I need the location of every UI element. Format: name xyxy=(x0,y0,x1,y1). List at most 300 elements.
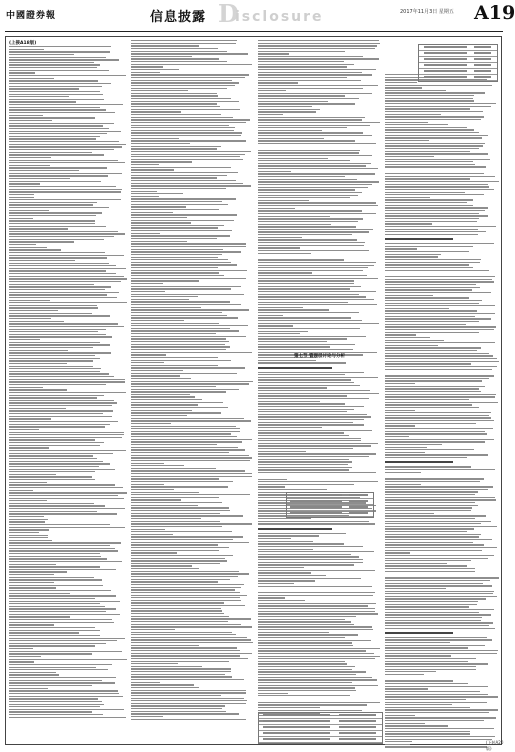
table-cell xyxy=(474,76,491,78)
text-line xyxy=(385,715,415,716)
text-line xyxy=(258,80,361,81)
text-line xyxy=(131,705,225,706)
text-line xyxy=(258,155,372,156)
text-line xyxy=(258,333,300,334)
text-line xyxy=(131,470,245,471)
text-line xyxy=(258,419,364,420)
text-line xyxy=(9,616,70,617)
text-line xyxy=(385,366,497,367)
text-line xyxy=(385,449,474,450)
text-line xyxy=(131,69,179,70)
text-line xyxy=(131,552,177,553)
text-line xyxy=(9,123,114,124)
text-line xyxy=(131,125,229,126)
text-line xyxy=(131,95,218,96)
text-line xyxy=(258,445,371,446)
text-line xyxy=(131,573,249,574)
text-line xyxy=(9,701,102,702)
text-line xyxy=(385,663,488,664)
text-line xyxy=(258,152,359,153)
text-line xyxy=(131,111,181,112)
text-line xyxy=(131,328,230,329)
text-line xyxy=(9,128,109,129)
text-line xyxy=(258,377,378,378)
text-line xyxy=(258,150,360,151)
text-line xyxy=(258,605,368,606)
text-line xyxy=(131,278,246,279)
text-line xyxy=(385,647,468,648)
text-line xyxy=(131,151,251,152)
text-line xyxy=(385,243,494,244)
text-line xyxy=(258,317,351,318)
text-line xyxy=(9,191,121,192)
table-cell xyxy=(424,58,467,60)
text-line xyxy=(385,380,482,381)
text-line xyxy=(9,590,111,591)
table-cell xyxy=(474,46,491,48)
text-line xyxy=(258,82,298,83)
text-line xyxy=(258,216,330,217)
text-line xyxy=(258,541,313,542)
text-line xyxy=(385,425,415,426)
text-line xyxy=(385,515,486,516)
text-line xyxy=(131,671,231,672)
text-line xyxy=(9,698,98,699)
text-line xyxy=(258,74,372,75)
text-line xyxy=(9,535,48,536)
text-line xyxy=(258,406,364,407)
text-line xyxy=(9,516,44,517)
text-line xyxy=(9,424,110,425)
text-line xyxy=(9,529,49,530)
text-line xyxy=(385,340,444,341)
text-line xyxy=(131,613,224,614)
text-line xyxy=(131,602,224,603)
text-line xyxy=(9,577,94,578)
text-line xyxy=(385,215,488,216)
text-line xyxy=(131,101,239,102)
text-line xyxy=(385,279,492,280)
text-line xyxy=(9,292,119,293)
text-line xyxy=(385,410,415,411)
text-line xyxy=(258,336,366,337)
text-line xyxy=(385,478,484,479)
text-line xyxy=(385,457,467,458)
text-line xyxy=(258,645,353,646)
table-row xyxy=(419,75,497,81)
text-line xyxy=(258,669,352,670)
text-line xyxy=(258,583,294,584)
text-line xyxy=(131,161,192,162)
text-line xyxy=(131,571,239,572)
text-line xyxy=(9,149,114,150)
text-line xyxy=(385,472,421,473)
text-line xyxy=(131,191,157,192)
text-line xyxy=(258,549,313,550)
text-line xyxy=(258,489,327,490)
text-line xyxy=(385,680,453,681)
text-line xyxy=(258,650,366,651)
text-line xyxy=(385,625,489,626)
text-line xyxy=(131,48,218,49)
text-line xyxy=(9,352,111,353)
text-line xyxy=(258,205,378,206)
text-line xyxy=(131,565,192,566)
text-line xyxy=(385,412,491,413)
text-line xyxy=(9,236,114,237)
text-line xyxy=(131,360,231,361)
text-line xyxy=(258,438,361,439)
text-line xyxy=(258,409,354,410)
text-line xyxy=(258,304,377,305)
text-line xyxy=(385,350,477,351)
text-line xyxy=(258,387,327,388)
text-line xyxy=(258,702,380,703)
text-line xyxy=(9,342,100,343)
table-cell xyxy=(424,76,467,78)
text-line xyxy=(9,672,56,673)
text-line xyxy=(9,371,100,372)
text-line xyxy=(9,257,107,258)
table-row xyxy=(287,511,373,517)
text-line xyxy=(385,536,479,537)
text-line xyxy=(131,267,218,268)
text-line xyxy=(131,626,252,627)
text-line xyxy=(9,83,111,84)
text-line xyxy=(131,605,245,606)
text-line xyxy=(9,714,103,715)
text-line xyxy=(385,518,475,519)
text-line xyxy=(385,502,475,503)
text-line xyxy=(385,741,412,742)
text-line xyxy=(9,75,126,76)
table-cell xyxy=(263,726,331,728)
text-line xyxy=(385,287,480,288)
text-line xyxy=(9,91,100,92)
text-line xyxy=(131,325,248,326)
text-line xyxy=(9,392,126,393)
text-line xyxy=(131,423,171,424)
text-line xyxy=(9,608,116,609)
text-line xyxy=(9,508,125,509)
text-line xyxy=(385,671,436,672)
text-line xyxy=(131,61,227,62)
text-line xyxy=(258,414,367,415)
text-line xyxy=(385,544,484,545)
text-line xyxy=(9,373,109,374)
text-line xyxy=(9,645,95,646)
text-line xyxy=(385,164,475,165)
text-line xyxy=(131,674,225,675)
text-line xyxy=(131,283,163,284)
text-line xyxy=(9,482,47,483)
text-line xyxy=(385,103,496,104)
table-cell xyxy=(290,506,342,508)
text-line xyxy=(131,460,250,461)
text-line xyxy=(131,90,188,91)
table-cell xyxy=(349,506,368,508)
text-line xyxy=(9,614,120,615)
text-line xyxy=(258,242,365,243)
text-line xyxy=(9,656,41,657)
text-line xyxy=(9,202,97,203)
text-line xyxy=(131,167,231,168)
text-line xyxy=(385,531,467,532)
text-line xyxy=(385,452,425,453)
text-line xyxy=(131,177,217,178)
text-line xyxy=(385,417,491,418)
text-line xyxy=(9,72,35,73)
text-line xyxy=(258,379,351,380)
text-line xyxy=(131,127,235,128)
text-line xyxy=(131,135,241,136)
table-cell xyxy=(349,494,368,496)
text-line xyxy=(258,197,350,198)
text-line xyxy=(131,272,219,273)
text-line xyxy=(9,204,93,205)
text-line xyxy=(131,375,180,376)
text-line xyxy=(385,415,489,416)
text-line xyxy=(385,353,489,354)
text-line xyxy=(258,229,373,230)
text-line xyxy=(9,410,113,411)
text-line xyxy=(385,709,498,710)
text-line xyxy=(385,106,491,107)
text-line xyxy=(385,528,474,529)
column-2 xyxy=(131,40,253,721)
text-line xyxy=(9,286,111,287)
text-line xyxy=(385,637,487,638)
text-line xyxy=(9,99,104,100)
text-line xyxy=(385,653,497,654)
text-line xyxy=(131,642,253,643)
text-line xyxy=(131,513,220,514)
text-line xyxy=(131,341,229,342)
text-line xyxy=(258,624,354,625)
text-line xyxy=(131,146,221,147)
text-line xyxy=(258,168,378,169)
text-line xyxy=(131,169,174,170)
text-line xyxy=(9,88,79,89)
text-line xyxy=(9,305,97,306)
text-line xyxy=(258,648,380,649)
text-line xyxy=(9,432,124,433)
text-line xyxy=(385,82,417,83)
text-line xyxy=(131,386,216,387)
text-line xyxy=(131,563,220,564)
text-line xyxy=(9,334,106,335)
text-line xyxy=(385,550,482,551)
text-line xyxy=(258,385,360,386)
text-line xyxy=(131,249,223,250)
text-line xyxy=(131,595,247,596)
text-line xyxy=(9,690,118,691)
text-line xyxy=(9,630,100,631)
text-line xyxy=(131,235,230,236)
text-line xyxy=(385,229,478,230)
text-line xyxy=(9,384,106,385)
text-line xyxy=(9,400,114,401)
section-title: 信息披露 xyxy=(150,10,207,25)
text-line xyxy=(385,234,478,235)
text-line xyxy=(131,323,219,324)
text-line xyxy=(385,580,490,581)
text-line xyxy=(131,534,173,535)
text-line xyxy=(9,450,126,451)
text-line xyxy=(131,251,241,252)
text-line xyxy=(9,363,67,364)
table-cell xyxy=(424,70,467,72)
text-line xyxy=(9,210,49,211)
text-line xyxy=(131,629,175,630)
text-line xyxy=(258,626,372,627)
text-line xyxy=(131,449,245,450)
text-line xyxy=(258,634,358,635)
text-line xyxy=(9,439,95,440)
text-line xyxy=(9,173,122,174)
text-line xyxy=(385,347,481,348)
text-line xyxy=(258,309,329,310)
text-line xyxy=(9,64,100,65)
text-line xyxy=(131,455,249,456)
table-cell xyxy=(339,732,376,734)
text-line xyxy=(131,280,199,281)
text-line xyxy=(131,634,236,635)
text-line xyxy=(385,254,441,255)
text-line xyxy=(258,286,361,287)
text-line xyxy=(385,746,487,747)
text-line xyxy=(385,739,492,740)
text-line xyxy=(258,88,363,89)
text-line xyxy=(9,437,122,438)
text-line xyxy=(258,61,344,62)
text-line xyxy=(385,699,466,700)
text-line xyxy=(9,553,100,554)
text-line xyxy=(258,53,289,54)
text-line xyxy=(9,524,110,525)
text-line xyxy=(258,85,378,86)
text-line xyxy=(9,638,125,639)
text-line xyxy=(131,85,235,86)
text-line xyxy=(258,632,329,633)
text-line xyxy=(131,88,227,89)
text-line xyxy=(258,443,378,444)
table-cell xyxy=(474,64,491,66)
text-line xyxy=(131,130,234,131)
text-line xyxy=(9,574,54,575)
text-line xyxy=(385,704,452,705)
text-line xyxy=(131,679,244,680)
text-line xyxy=(131,412,221,413)
text-line xyxy=(131,439,252,440)
text-line xyxy=(258,218,363,219)
text-line xyxy=(385,264,469,265)
text-line xyxy=(9,239,104,240)
text-line xyxy=(258,427,322,428)
text-line xyxy=(258,629,373,630)
text-line xyxy=(131,692,246,693)
text-line xyxy=(9,278,127,279)
table-cell xyxy=(424,46,467,48)
text-line xyxy=(131,579,230,580)
text-line xyxy=(9,587,56,588)
text-line xyxy=(9,265,116,266)
text-line xyxy=(258,245,364,246)
text-line xyxy=(385,585,492,586)
text-line xyxy=(131,119,250,120)
text-line xyxy=(258,600,305,601)
text-line xyxy=(9,115,43,116)
text-line xyxy=(258,666,355,667)
text-line xyxy=(131,505,198,506)
text-line xyxy=(131,515,243,516)
text-line xyxy=(9,165,50,166)
text-line xyxy=(9,397,97,398)
text-line xyxy=(131,441,242,442)
text-line xyxy=(258,294,359,295)
text-line xyxy=(131,185,251,186)
text-line xyxy=(385,223,432,224)
text-line xyxy=(258,435,349,436)
paragraph-heading xyxy=(385,632,453,634)
text-line xyxy=(9,619,112,620)
text-line xyxy=(9,59,119,60)
text-line xyxy=(258,518,311,519)
text-line xyxy=(258,562,363,563)
text-line xyxy=(258,187,368,188)
text-line xyxy=(131,262,231,263)
text-line xyxy=(131,51,227,52)
text-line xyxy=(9,231,118,232)
text-line xyxy=(385,281,494,282)
text-line xyxy=(131,597,240,598)
text-line xyxy=(385,303,479,304)
text-line xyxy=(258,323,379,324)
column-1 xyxy=(9,40,127,719)
text-line xyxy=(9,94,103,95)
text-line xyxy=(385,399,469,400)
text-line xyxy=(9,408,66,409)
text-line xyxy=(9,321,64,322)
text-line xyxy=(258,138,324,139)
text-line xyxy=(385,218,479,219)
text-line xyxy=(258,393,379,394)
text-line xyxy=(258,239,357,240)
text-line xyxy=(9,709,124,710)
text-line xyxy=(258,707,320,708)
text-line xyxy=(9,107,100,108)
table-cell xyxy=(263,738,331,740)
column-4 xyxy=(385,40,499,749)
text-line xyxy=(385,486,493,487)
text-line xyxy=(131,531,232,532)
text-line xyxy=(385,499,496,500)
table-cell xyxy=(290,494,342,496)
text-line xyxy=(9,302,127,303)
text-line xyxy=(9,381,125,382)
text-line xyxy=(9,505,105,506)
text-line xyxy=(385,612,479,613)
text-line xyxy=(385,159,490,160)
text-line xyxy=(131,518,201,519)
text-line xyxy=(131,389,239,390)
text-line xyxy=(385,246,473,247)
text-line xyxy=(258,653,374,654)
text-line xyxy=(9,479,95,480)
text-line xyxy=(131,143,190,144)
text-line xyxy=(131,484,164,485)
text-line xyxy=(131,658,248,659)
